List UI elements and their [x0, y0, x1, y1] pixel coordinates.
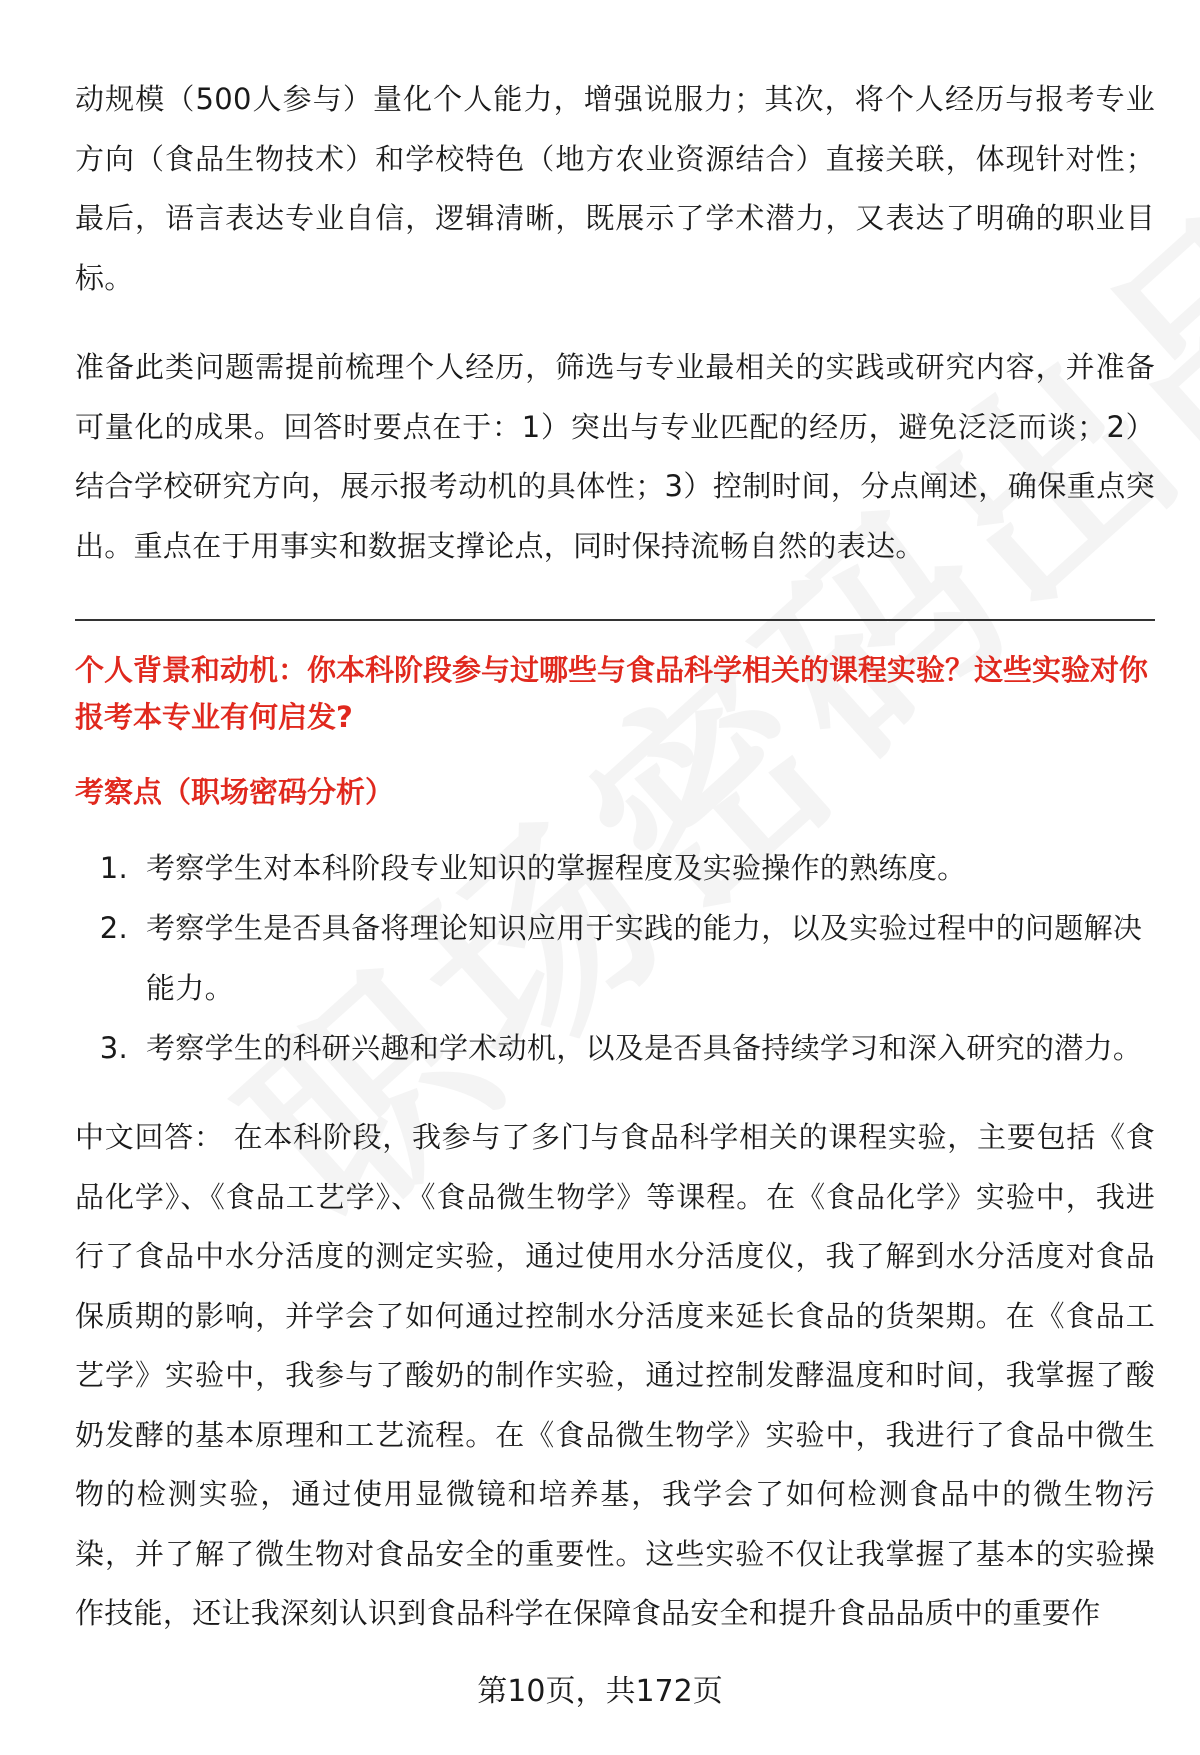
list-item-text: 考察学生是否具备将理论知识应用于实践的能力，以及实验过程中的问题解决能力。 — [146, 911, 1143, 1005]
list-item-number: 1. — [99, 851, 128, 885]
list-item — [75, 898, 1155, 1018]
chinese-answer-paragraph: 中文回答： 在本科阶段，我参与了多门与食品科学相关的课程实验，主要包括《食品化学》、《食品工艺学》、《食品微生物学》等课程。在《食品化学》实验中，我进行了食品中水分活度的测定实验，通过使用水分活度仪，我了解到水分活度对食品保质期的影响，并学会了如何通过控制水分活度来延长食品的货架期。在《食品工艺学》实验中，我参与了酸奶的制作实验，通过控制发酵温度和时间，我掌握了酸奶发酵的基本原理和工艺流程。在《食品微生物学》实验中，我进行了食品中微生物的检测实验，通过使用显微镜和培养基，我学会了如何检测食品中的微生物污染，并了解了微生物对食品安全的重要性。这些实验不仅让我掌握了基本的实验操作技能，还让我深刻认识到食品科学在保障食品安全和提升食品品质中的重要作 — [75, 1120, 1155, 1630]
list-item-text: 考察学生对本科阶段专业知识的掌握程度及实验操作的熟练度。 — [146, 851, 967, 885]
assessment-points-heading: 考察点（职场密码分析） — [75, 775, 395, 809]
list-item-number: 2. — [99, 911, 128, 945]
section-divider — [75, 619, 1155, 621]
list-item-number: 3. — [99, 1031, 128, 1065]
list-item — [75, 838, 1155, 898]
paragraph-continuation: 动规模（500人参与）量化个人能力，增强说服力；其次，将个人经历与报考专业方向（食品生物技术）和学校特色（地方农业资源结合）直接关联，体现针对性；最后，语言表达专业自信，逻辑清晰，既展示了学术潜力，又表达了明确的职业目标。 — [75, 82, 1155, 295]
question-heading: 个人背景和动机：你本科阶段参与过哪些与食品科学相关的课程实验？这些实验对你报考本专业有何启发? — [75, 653, 1149, 734]
list-item — [75, 1018, 1155, 1078]
assessment-points-list — [75, 838, 1155, 1078]
page-number-footer: 第10页，共172页 — [477, 1674, 723, 1709]
list-item-text: 考察学生的科研兴趣和学术动机，以及是否具备持续学习和深入研究的潜力。 — [146, 1031, 1143, 1065]
paragraph-preparation-tips: 准备此类问题需提前梳理个人经历，筛选与专业最相关的实践或研究内容，并准备可量化的成果。回答时要点在于：1）突出与专业匹配的经历，避免泛泛而谈；2）结合学校研究方向，展示报考动机的具体性；3）控制时间，分点阐述，确保重点突出。重点在于用事实和数据支撑论点，同时保持流畅自然的表达。 — [75, 350, 1155, 563]
document-page — [75, 70, 1155, 1644]
